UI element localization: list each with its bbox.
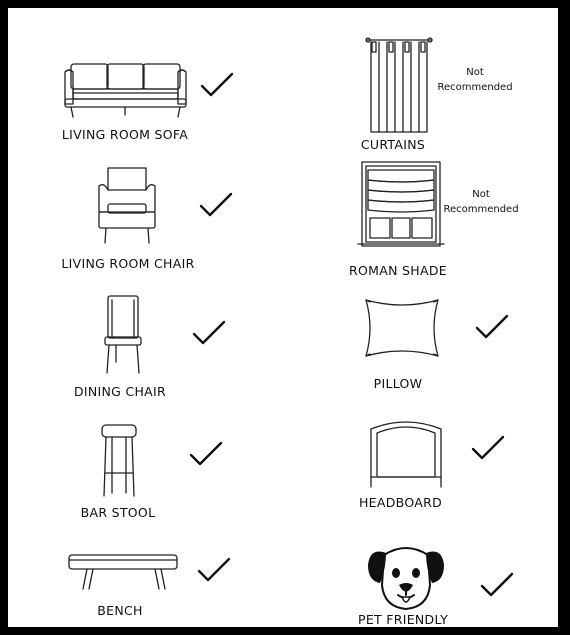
bench-icon bbox=[67, 553, 181, 593]
chart-panel bbox=[8, 8, 558, 627]
check-mark-icon bbox=[471, 435, 505, 461]
check-mark-icon bbox=[199, 192, 233, 218]
label-living-room-chair: LIVING ROOM CHAIR bbox=[61, 256, 195, 271]
dog-icon bbox=[366, 535, 446, 615]
label-bar-stool: BAR STOOL bbox=[80, 505, 156, 520]
armchair-icon bbox=[96, 166, 160, 246]
label-bench: BENCH bbox=[97, 603, 143, 618]
not-recommended-note: Not Recommended bbox=[437, 67, 513, 93]
check-mark-icon bbox=[192, 320, 226, 346]
check-mark-icon bbox=[480, 572, 514, 598]
label-living-room-sofa: LIVING ROOM SOFA bbox=[61, 127, 189, 142]
label-roman-shade: ROMAN SHADE bbox=[349, 263, 447, 278]
sofa-icon bbox=[63, 62, 193, 124]
label-pet-friendly: PET FRIENDLY bbox=[357, 612, 449, 627]
headboard-icon bbox=[367, 417, 445, 491]
label-headboard: HEADBOARD bbox=[358, 495, 442, 510]
check-mark-icon bbox=[197, 557, 231, 583]
curtains-icon bbox=[365, 34, 433, 134]
not-recommended-note: Not Recommended bbox=[443, 189, 519, 215]
check-mark-icon bbox=[475, 314, 509, 340]
check-mark-icon bbox=[189, 441, 223, 467]
roman-shade-icon bbox=[358, 160, 444, 250]
pillow-icon bbox=[362, 296, 442, 360]
check-mark-icon bbox=[200, 72, 234, 98]
label-dining-chair: DINING CHAIR bbox=[73, 384, 166, 399]
dining-chair-icon bbox=[102, 294, 146, 376]
label-pillow: PILLOW bbox=[373, 376, 423, 391]
bar-stool-icon bbox=[99, 423, 139, 499]
label-curtains: CURTAINS bbox=[360, 137, 426, 152]
